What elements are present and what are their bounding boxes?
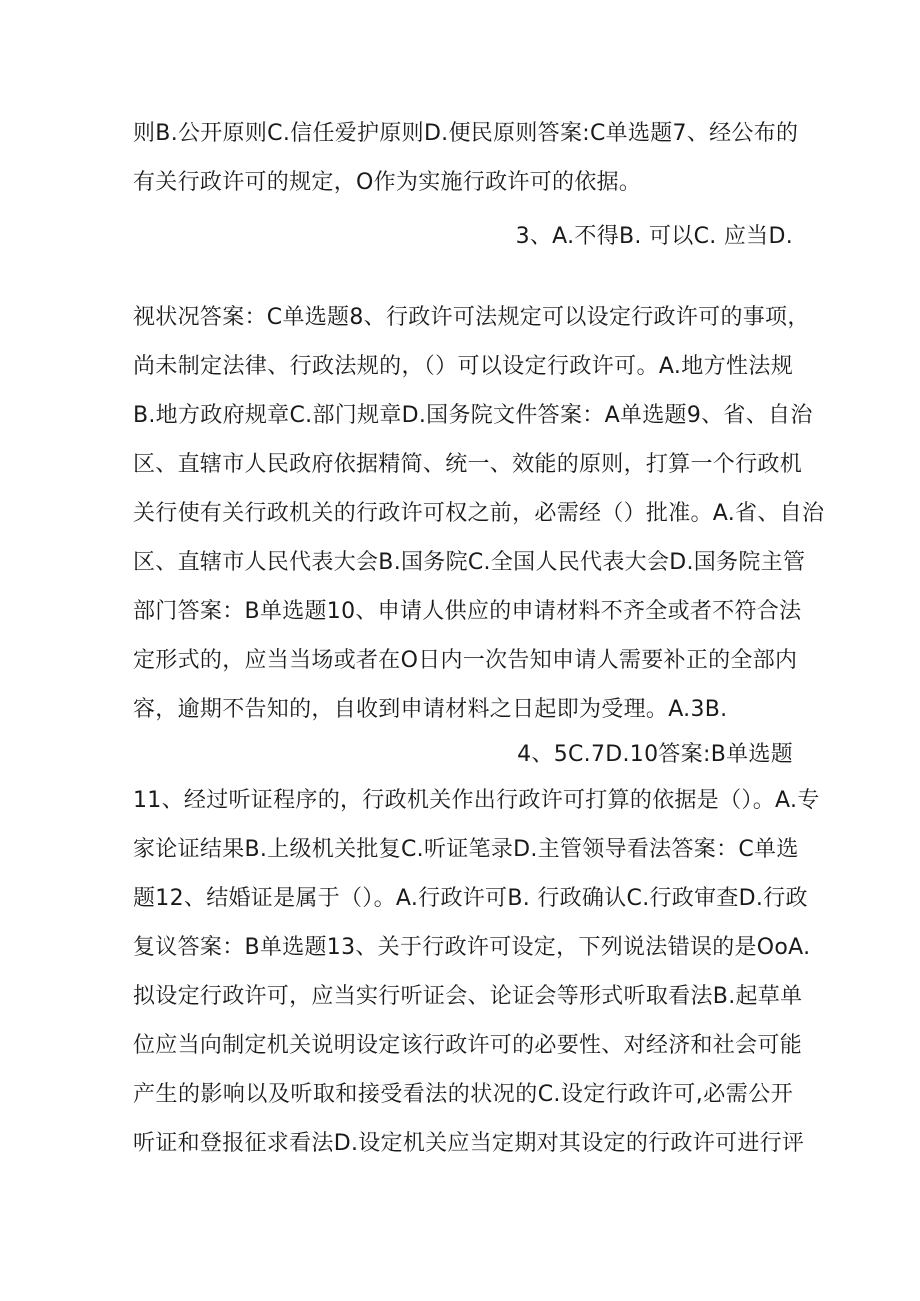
text-line: 3、A.不得B. 可以C. 应当D. — [515, 224, 793, 249]
text-line: 11、经过听证程序的，行政机关作出行政许可打算的依据是（）。A.专 — [133, 788, 820, 813]
text-line: 听证和登报征求看法D.设定机关应当定期对其设定的行政许可进行评 — [133, 1131, 805, 1156]
text-line: 尚未制定法律、行政法规的，（）可以设定行政许可。A.地方性法规 — [133, 354, 793, 379]
text-line: 容，逾期不告知的，自收到申请材料之日起即为受理。A.3B. — [133, 697, 728, 722]
text-line: 区、直辖市人民代表大会B.国务院C.全国人民代表大会D.国务院主管 — [133, 550, 806, 575]
text-line: 则B.公开原则C.信任爱护原则D.便民原则答案:C单选题7、经公布的 — [133, 121, 799, 146]
text-line: 产生的影响以及听取和接受看法的状况的C.设定行政许可,必需公开 — [133, 1082, 793, 1107]
text-line: 区、直辖市人民政府依据精简、统一、效能的原则，打算一个行政机 — [133, 452, 803, 477]
text-line: 定形式的，应当当场或者在O日内一次告知申请人需要补正的全部内 — [133, 648, 798, 673]
text-line: B.地方政府规章C.部门规章D.国务院文件答案：A单选题9、省、自治 — [133, 403, 813, 428]
text-line: 家论证结果B.上级机关批复C.听证笔录D.主管领导看法答案：C单选 — [133, 837, 799, 862]
text-line: 视状况答案：C单选题8、行政许可法规定可以设定行政许可的事项， — [133, 305, 810, 330]
text-line: 关行使有关行政机关的行政许可权之前，必需经（）批准。A.省、自治 — [133, 501, 825, 526]
text-line: 4、5C.7D.10答案:B单选题 — [517, 742, 793, 767]
text-line: 复议答案：B单选题13、关于行政许可设定，下列说法错误的是OoA. — [133, 935, 811, 960]
text-line: 位应当向制定机关说明设定该行政许可的必要性、对经济和社会可能 — [133, 1033, 803, 1058]
text-line: 部门答案：B单选题10、申请人供应的申请材料不齐全或者不符合法 — [133, 599, 802, 624]
text-line: 拟设定行政许可，应当实行听证会、论证会等形式听取看法B.起草单 — [133, 984, 803, 1009]
text-line: 有关行政许可的规定，O作为实施行政许可的依据。 — [133, 170, 642, 195]
text-line: 题12、结婚证是属于（）。A.行政许可B. 行政确认C.行政审查D.行政 — [133, 886, 808, 911]
